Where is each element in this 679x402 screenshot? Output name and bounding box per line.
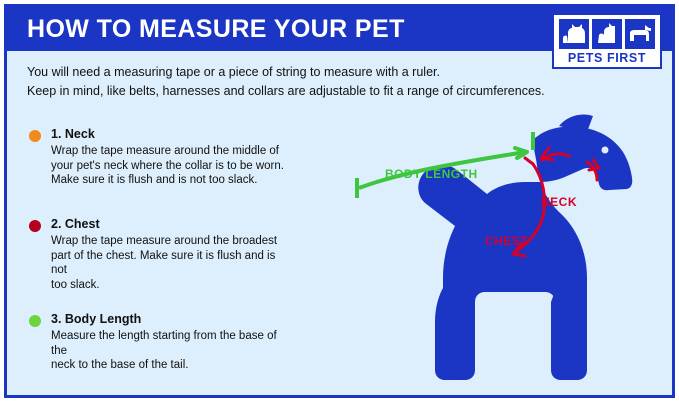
intro-line-2: Keep in mind, like belts, harnesses and collars are adjustable to fit a range of circumferences.: [27, 84, 545, 98]
step-chest: [29, 217, 294, 292]
step-neck-bullet: [29, 130, 41, 142]
brand-logo: [552, 13, 662, 69]
logo-icon-row: [559, 19, 655, 49]
step-chest-body: [51, 234, 294, 292]
intro-line-1: You will need a measuring tape or a piece of string to measure with a ruler.: [27, 65, 440, 79]
step-neck-body-line-3: Make sure it is flush and is not too slack.: [51, 174, 258, 186]
intro-text: [27, 63, 627, 101]
step-neck: [29, 127, 294, 188]
step-body-length-body-line-2: neck to the base of the tail.: [51, 359, 189, 371]
step-neck-title: 1. Neck: [51, 127, 95, 141]
dog-measurement-diagram: [297, 102, 667, 392]
step-chest-body-line-1: Wrap the tape measure around the broadest: [51, 235, 278, 247]
step-neck-body-line-1: Wrap the tape measure around the middle of: [51, 145, 280, 157]
step-chest-body-line-2: part of the chest. Make sure it is flush and is not: [51, 249, 276, 276]
step-neck-body-line-2: your pet's neck where the collar is to be worn.: [51, 159, 284, 172]
content-frame: [4, 4, 675, 398]
step-chest-bullet: [29, 220, 41, 232]
step-chest-body-line-3: too slack.: [51, 278, 100, 291]
step-body-length-title: 3. Body Length: [51, 312, 142, 326]
dog-standing-silhouette-icon: [625, 19, 655, 49]
step-body-length-body: [51, 329, 294, 373]
step-body-length: [29, 312, 294, 373]
step-chest-title: 2. Chest: [51, 217, 100, 231]
cat-silhouette-icon: [559, 19, 589, 49]
step-body-length-body-line-1: Measure the length starting from the base of the: [51, 330, 277, 357]
chest-label: CHEST: [485, 234, 529, 248]
page-title: HOW TO MEASURE YOUR PET: [27, 15, 405, 43]
logo-wordmark: PETS FIRST: [567, 51, 647, 65]
step-body-length-bullet: [29, 315, 41, 327]
dog-sitting-silhouette-icon: [592, 19, 622, 49]
neck-label: NECK: [541, 195, 578, 209]
body-length-label: BODY LENGTH: [385, 167, 478, 181]
step-neck-body: [51, 144, 294, 188]
